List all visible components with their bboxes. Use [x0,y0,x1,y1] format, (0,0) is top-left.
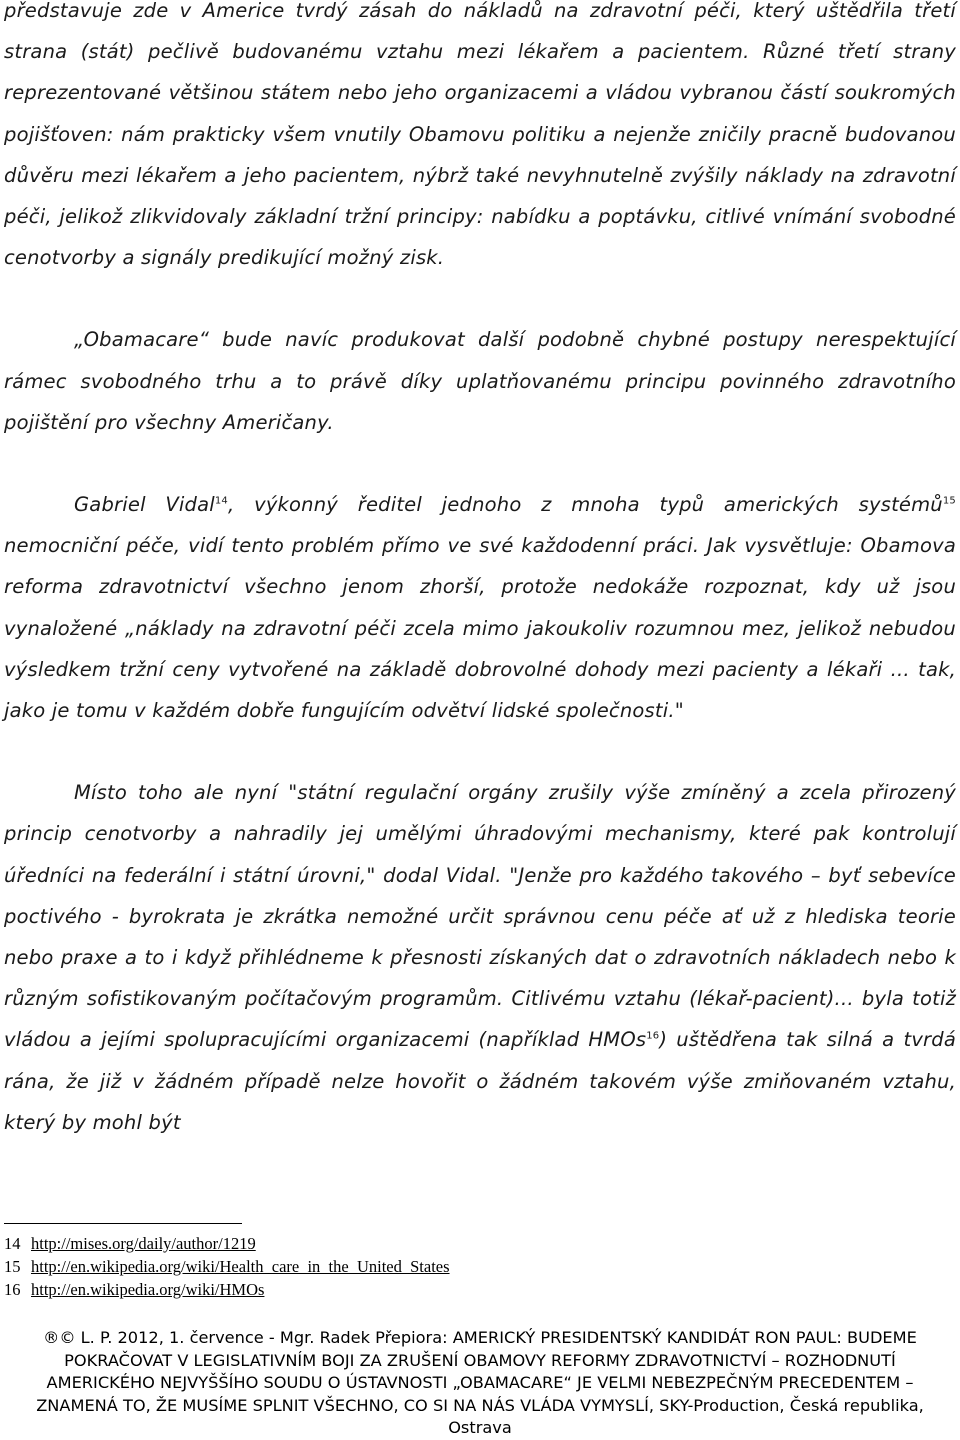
footer-line-2: POKRAČOVAT V LEGISLATIVNÍM BOJI ZA ZRUŠENÍ OBAMOVY REFORMY ZDRAVOTNICTVÍ – ROZHODNUTÍ [64,1350,896,1370]
footnote-ref-14[interactable]: 14 [214,495,228,507]
footnote-16 [4,1278,450,1301]
footnote-separator [4,1223,242,1224]
footnote-link[interactable]: http://en.wikipedia.org/wiki/HMOs [31,1280,265,1299]
paragraph-3-text-c: nemocniční péče, vidí tento problém přímo ve své každodenní práci. Jak vysvětluje: Obamova reforma zdravotnictví všechno jenom zhorší, protože nedokáže rozpoznat, kdy už jsou vynaložené „náklady na zdravotní péči zcela mimo jakoukoliv rozumnou mez, jelikož nebudou výsledkem tržní ceny vytvořené na základě dobrovolné dohody mezi pacienty a lékaři ... tak, jako je tomu v každém dobře fungujícím odvětví lidské společnosti." [4,534,956,723]
paragraph-2 [4,319,956,443]
footnote-link[interactable]: http://mises.org/daily/author/1219 [31,1234,256,1253]
paragraph-3-text-a: Gabriel Vidal [74,493,215,517]
footnote-number: 14 [4,1234,21,1253]
footer-line-4: ZNAMENÁ TO, ŽE MUSÍME SPLNIT VŠECHNO, CO SI NA NÁS VLÁDA VYMYSLÍ, SKY-Production, Česká republika, [36,1395,924,1415]
paragraph-4-text-b: ) uštědřena tak silná a tvrdá rána, že již v žádném případě nelze hovořit o žádném takovém výše zmiňovaném vztahu, který by mohl být [4,1028,957,1134]
footer-line-5: Ostrava [448,1418,512,1437]
footnote-number: 16 [4,1280,21,1299]
paragraph-3 [4,484,956,731]
footnote-number: 15 [4,1257,21,1276]
paragraph-1-text: představuje zde v Americe tvrdý zásah do nákladů na zdravotní péči, který uštědřila třetí strana (stát) pečlivě budovanému vztahu mezi lékařem a pacientem. Různé třetí strany reprezentované většinou státem nebo jeho organizacemi a vládou vybranou částí soukromých pojišťoven: nám prakticky všem vnutily Obamovu politiku a nejenže zničily pracně budovanou důvěru mezi lékařem a jeho pacientem, nýbrž také nevyhnutelně zvýšily náklady na zdravotní péči, jelikož zlikvidovaly základní tržní principy: nabídku a poptávku, citlivé vnímání svobodné cenotvorby a signály predikující možný zisk. [4,0,956,270]
paragraph-3-text-b: , výkonný ředitel jednoho z mnoha typů amerických systémů [228,493,943,517]
footnote-15 [4,1255,450,1278]
footnotes [4,1232,450,1301]
paragraph-1 [4,0,956,278]
paragraph-4 [4,772,956,1143]
footnote-ref-16[interactable]: 16 [646,1030,660,1042]
paragraph-4-text-a: Místo toho ale nyní "státní regulační orgány zrušily výše zmíněný a zcela přirozený princip cenotvorby a nahradily jej umělými úhradovými mechanismy, které pak kontrolují úředníci na federální i státní úrovni," dodal Vidal. "Jenže pro každého takového – byť sebevíce poctivého - byrokrata je zkrátka nemožné určit správnou cenu péče ať už z hlediska teorie nebo praxe a to i když přihlédneme k přesnosti získaných dat o zdravotních nákladech nebo k různým sofistikovaným počítačovým programům. Citlivému vztahu (lékař-pacient)... byla totiž vládou a jejími spolupracujícími organizacemi (například HMOs [4,781,956,1052]
paragraph-2-text: „Obamacare“ bude navíc produkovat další podobně chybné postupy nerespektující rámec svobodného trhu a to právě díky uplatňovanému principu povinného zdravotního pojištění pro všechny Američany. [4,328,956,434]
page-footer [0,1327,960,1440]
footer-line-1: ®© L. P. 2012, 1. července - Mgr. Radek Přepiora: AMERICKÝ PRESIDENTSKÝ KANDIDÁT RON PAUL: BUDEME [43,1328,917,1347]
footnote-14 [4,1232,450,1255]
footnote-ref-15[interactable]: 15 [942,495,956,507]
article-body [4,0,956,1143]
footer-line-3: AMERICKÉHO NEJVYŠŠÍHO SOUDU O ÚSTAVNOSTI „OBAMACARE“ JE VELMI NEBEZPEČNÝM PRECEDENTEM – [46,1373,914,1392]
footnote-link[interactable]: http://en.wikipedia.org/wiki/Health_care_in_the_United_States [31,1257,450,1276]
